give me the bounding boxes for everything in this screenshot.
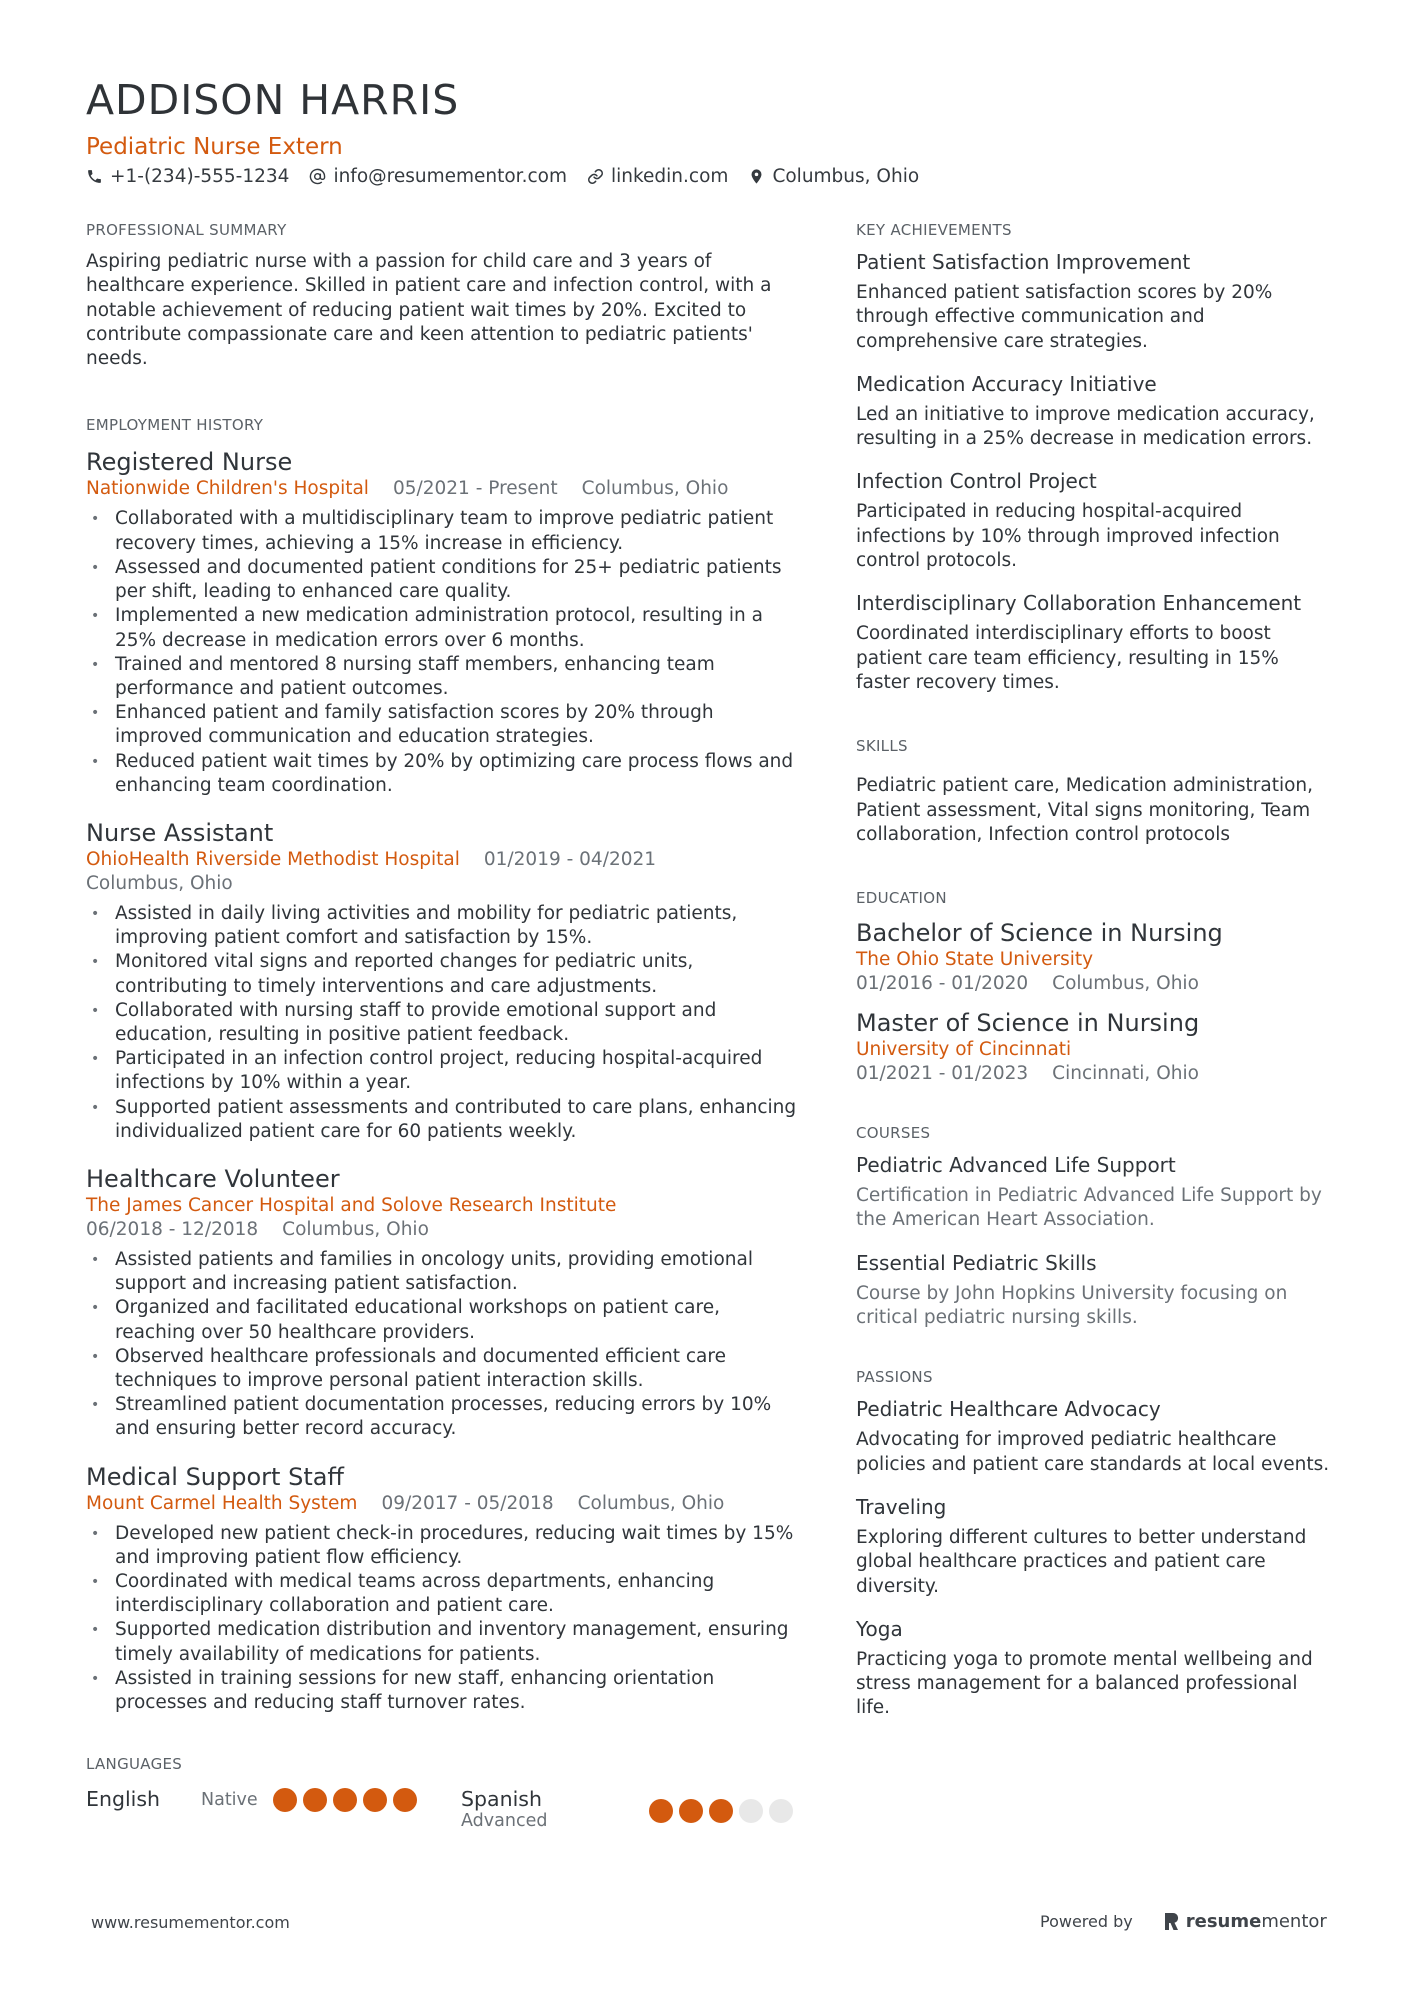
job-meta xyxy=(86,848,806,872)
list-item: • Participated in an infection control project, reducing hospital-acquired infections by 10% within a year. xyxy=(86,1047,806,1095)
brand-light: mentor xyxy=(1261,1911,1327,1932)
job-meta xyxy=(86,477,806,501)
list-item: • Assisted patients and families in oncology units, providing emotional support and increasing patient satisfaction. xyxy=(86,1248,806,1296)
education-school-row xyxy=(856,1038,1336,1062)
candidate-name: ADDISON HARRIS xyxy=(86,76,460,124)
job-org: OhioHealth Riverside Methodist Hospital xyxy=(86,848,460,870)
job-entry xyxy=(86,447,806,797)
job-dates: 09/2017 - 05/2018 xyxy=(381,1492,554,1514)
courses-heading: COURSES xyxy=(856,1124,931,1143)
achievement-title: Medication Accuracy Initiative xyxy=(856,371,1157,396)
contact-website[interactable] xyxy=(587,166,728,187)
education-meta xyxy=(856,1062,1336,1086)
rating-dot xyxy=(303,1788,327,1812)
languages-heading: LANGUAGES xyxy=(86,1755,183,1774)
job-bullets xyxy=(86,507,806,797)
job-location: Columbus, Ohio xyxy=(581,478,729,500)
phone-text: +1-(234)-555-1234 xyxy=(110,166,290,187)
summary-text: Aspiring pediatric nurse with a passion for child care and 3 years of healthcare experience. Skilled in patient care and infection control, with a notable achievement of reducing patient wait times by 20%. Excited to contribute compassionate care and keen attention to pediatric patients' needs. xyxy=(86,251,772,370)
education-item xyxy=(856,1008,1336,1086)
job-org: Mount Carmel Health System xyxy=(86,1492,358,1514)
list-item: • Collaborated with a multidisciplinary team to improve pediatric patient recovery times, achieving a 15% increase in efficiency. xyxy=(86,507,806,555)
job-meta-secondary xyxy=(86,1218,806,1242)
passions-heading: PASSIONS xyxy=(856,1368,933,1387)
education-degree: Bachelor of Science in Nursing xyxy=(856,919,1223,948)
course-item xyxy=(856,1250,1336,1331)
passion-item xyxy=(856,1494,1336,1599)
passion-item xyxy=(856,1616,1336,1721)
course-title: Essential Pediatric Skills xyxy=(856,1250,1097,1275)
candidate-title: Pediatric Nurse Extern xyxy=(86,134,343,160)
list-item: • Observed healthcare professionals and documented efficient care techniques to improve personal patient interaction skills. xyxy=(86,1345,806,1393)
list-item: • Supported patient assessments and contributed to care plans, enhancing individualized patient care for 60 patients weekly. xyxy=(86,1096,806,1144)
list-item: • Collaborated with nursing staff to provide emotional support and education, resulting in positive patient feedback. xyxy=(86,999,806,1047)
education-school: The Ohio State University xyxy=(856,949,1094,971)
rating-dot xyxy=(739,1799,763,1823)
job-location: Columbus, Ohio xyxy=(577,1492,725,1514)
list-item: • Organized and facilitated educational workshops on patient care, reaching over 50 healthcare providers. xyxy=(86,1296,806,1344)
left-column xyxy=(86,221,806,1837)
education-item xyxy=(856,918,1336,996)
job-title: Medical Support Staff xyxy=(86,1462,344,1491)
achievements-heading: KEY ACHIEVEMENTS xyxy=(856,221,1012,239)
list-item: • Assisted in daily living activities and mobility for pediatric patients, improving patient comfort and satisfaction by 15%. xyxy=(86,902,806,950)
job-entry xyxy=(86,1164,806,1442)
list-item: • Reduced patient wait times by 20% by optimizing care process flows and enhancing team coordination. xyxy=(86,750,806,798)
achievement-item xyxy=(856,590,1336,695)
job-meta xyxy=(86,1492,806,1516)
course-desc: Certification in Pediatric Advanced Life Support by the American Heart Association. xyxy=(856,1185,1322,1231)
rating-dot xyxy=(273,1788,297,1812)
job-dates: 01/2019 - 04/2021 xyxy=(483,848,657,870)
job-bullets xyxy=(86,1248,806,1442)
rating-dot xyxy=(679,1799,703,1823)
achievement-desc: Coordinated interdisciplinary efforts to boost patient care team efficiency, resulting in 15% faster recovery times. xyxy=(856,623,1279,693)
rating-dot xyxy=(709,1799,733,1823)
language-rating xyxy=(649,1799,799,1823)
at-sign-icon xyxy=(309,168,326,185)
language-item xyxy=(86,1787,201,1811)
achievement-title: Interdisciplinary Collaboration Enhancement xyxy=(856,591,1302,616)
phone-icon xyxy=(86,168,103,185)
job-bullets xyxy=(86,902,806,1144)
list-item: • Implemented a new medication administration protocol, resulting in a 25% decrease in medication errors over 6 months. xyxy=(86,604,806,652)
passion-title: Yoga xyxy=(856,1616,903,1641)
job-bullets xyxy=(86,1522,806,1716)
skills-heading: SKILLS xyxy=(856,737,908,756)
list-item: • Assessed and documented patient conditions for 25+ pediatric patients per shift, leading to enhanced care quality. xyxy=(86,556,806,604)
summary-heading: PROFESSIONAL SUMMARY xyxy=(86,221,287,239)
language-name: Spanish xyxy=(461,1787,542,1812)
footer-website[interactable]: www.resumementor.com xyxy=(91,1913,290,1932)
education-dates: 01/2021 - 01/2023 xyxy=(856,1063,1029,1085)
language-name: English xyxy=(86,1787,161,1812)
education-degree: Master of Science in Nursing xyxy=(856,1009,1200,1038)
education-location: Cincinnati, Ohio xyxy=(1052,1063,1199,1085)
contact-location xyxy=(748,166,919,187)
achievement-title: Patient Satisfaction Improvement xyxy=(856,250,1191,274)
job-title: Nurse Assistant xyxy=(86,818,274,847)
education-school: University of Cincinnati xyxy=(856,1039,1072,1061)
location-pin-icon xyxy=(748,168,765,185)
education-meta xyxy=(856,972,1336,996)
job-title: Registered Nurse xyxy=(86,448,293,477)
passion-desc: Practicing yoga to promote mental wellbeing and stress management for a balanced professional life. xyxy=(856,1648,1313,1719)
course-title: Pediatric Advanced Life Support xyxy=(856,1153,1176,1178)
rating-dot xyxy=(333,1788,357,1812)
contact-bar xyxy=(86,166,939,187)
achievement-item xyxy=(856,371,1336,452)
location-text: Columbus, Ohio xyxy=(772,166,920,187)
job-org: Nationwide Children's Hospital xyxy=(86,478,369,500)
rating-dot xyxy=(393,1788,417,1812)
course-desc: Course by John Hopkins University focusing on critical pediatric nursing skills. xyxy=(856,1282,1288,1329)
education-dates: 01/2016 - 01/2020 xyxy=(856,973,1029,995)
job-entry xyxy=(86,818,806,1144)
contact-phone[interactable] xyxy=(86,166,289,187)
education-school-row xyxy=(856,948,1336,972)
right-column xyxy=(856,221,1336,1721)
website-text: linkedin.com xyxy=(610,166,729,187)
brand-bold: resume xyxy=(1185,1911,1262,1932)
list-item: • Streamlined patient documentation processes, reducing errors by 10% and ensuring better record accuracy. xyxy=(86,1393,806,1441)
rating-dot xyxy=(363,1788,387,1812)
passion-desc: Advocating for improved pediatric healthcare policies and patient care standards at local events. xyxy=(856,1429,1330,1475)
list-item: • Enhanced patient and family satisfaction scores by 20% through improved communication and education strategies. xyxy=(86,701,806,749)
education-heading: EDUCATION xyxy=(856,889,947,908)
resumementor-logo-icon xyxy=(1163,1912,1180,1931)
passion-desc: Exploring different cultures to better understand global healthcare practices and patient care diversity. xyxy=(856,1526,1307,1597)
achievement-desc: Enhanced patient satisfaction scores by 20% through effective communication and comprehensive care strategies. xyxy=(856,282,1273,352)
rating-dot xyxy=(769,1799,793,1823)
list-item: • Supported medication distribution and inventory management, ensuring timely availability of medications for patients. xyxy=(86,1618,806,1666)
languages-row xyxy=(86,1787,806,1837)
language-level: Advanced xyxy=(461,1811,548,1832)
list-item: • Developed new patient check-in procedures, reducing wait times by 15% and improving patient flow efficiency. xyxy=(86,1522,806,1570)
achievement-desc: Participated in reducing hospital-acquired infections by 10% through improved infection control protocols. xyxy=(856,501,1280,572)
job-entry xyxy=(86,1462,806,1716)
powered-by-label: Powered by xyxy=(1040,1912,1133,1931)
list-item: • Assisted in training sessions for new staff, enhancing orientation processes and reducing staff turnover rates. xyxy=(86,1667,806,1715)
employment-heading: EMPLOYMENT HISTORY xyxy=(86,416,264,435)
list-item: • Coordinated with medical teams across departments, enhancing interdisciplinary collaboration and patient care. xyxy=(86,1570,806,1618)
list-item: • Trained and mentored 8 nursing staff members, enhancing team performance and patient outcomes. xyxy=(86,653,806,701)
link-icon xyxy=(587,168,604,185)
passion-title: Traveling xyxy=(856,1494,947,1519)
passion-title: Pediatric Healthcare Advocacy xyxy=(856,1397,1161,1422)
language-level: Native xyxy=(201,1790,258,1811)
list-item: • Monitored vital signs and reported changes for pediatric units, contributing to timely interventions and care adjustments. xyxy=(86,950,806,998)
footer-powered xyxy=(1040,1911,1327,1932)
job-dates: 06/2018 - 12/2018 xyxy=(86,1218,259,1240)
job-dates: 05/2021 - Present xyxy=(392,478,558,500)
skills-text: Pediatric patient care, Medication administration, Patient assessment, Vital signs monitoring, Team collaboration, Infection control protocols xyxy=(856,775,1314,845)
achievement-item xyxy=(856,249,1336,354)
job-org: The James Cancer Hospital and Solove Research Institute xyxy=(86,1194,617,1216)
job-location: Columbus, Ohio xyxy=(282,1218,429,1240)
passion-item xyxy=(856,1396,1336,1477)
job-title: Healthcare Volunteer xyxy=(86,1164,340,1193)
course-item xyxy=(856,1152,1336,1233)
language-rating xyxy=(273,1788,423,1812)
email-text: info@resumementor.com xyxy=(333,166,567,187)
brand-logo[interactable] xyxy=(1163,1911,1327,1932)
achievement-item xyxy=(856,468,1336,573)
rating-dot xyxy=(649,1799,673,1823)
job-meta xyxy=(86,1194,806,1218)
achievement-title: Infection Control Project xyxy=(856,469,1097,494)
contact-email[interactable] xyxy=(309,166,567,187)
education-location: Columbus, Ohio xyxy=(1052,973,1199,995)
achievement-desc: Led an initiative to improve medication accuracy, resulting in a 25% decrease in medication errors. xyxy=(856,403,1315,450)
job-location: Columbus, Ohio xyxy=(86,872,233,894)
language-item xyxy=(461,1787,649,1831)
